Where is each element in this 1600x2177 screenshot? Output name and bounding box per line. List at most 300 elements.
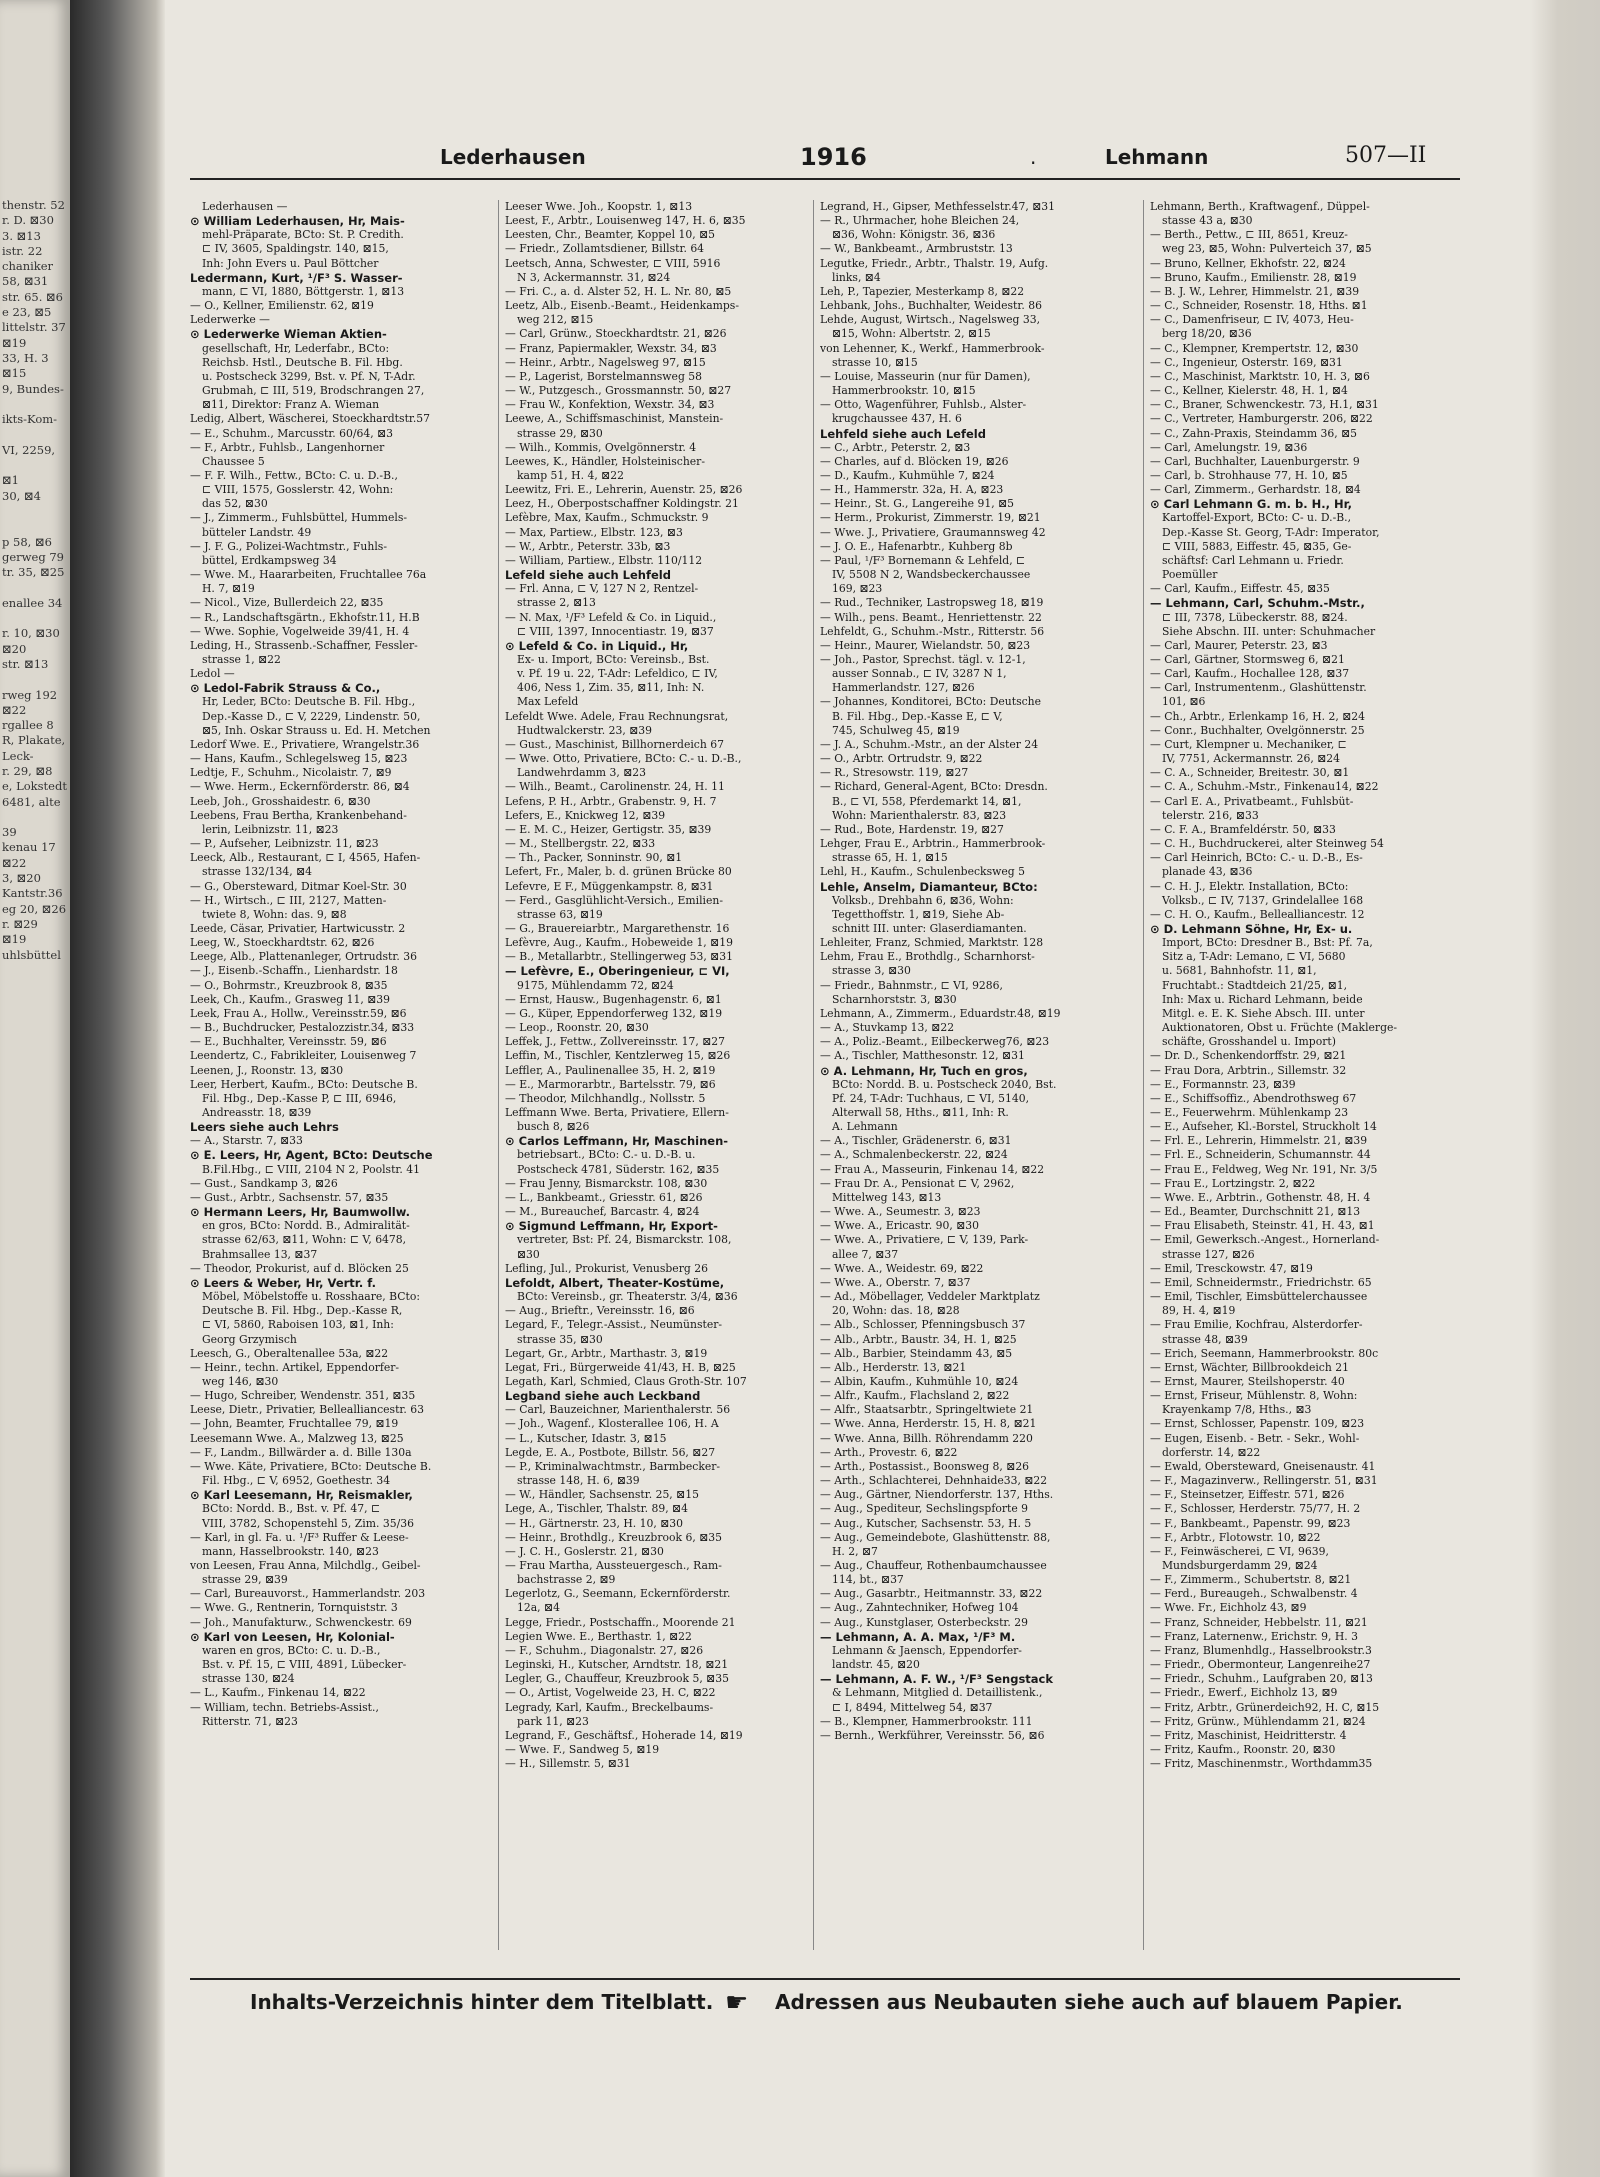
directory-entry: — Carl, Gärtner, Stormsweg 6, ⊠21 [1150, 653, 1345, 666]
directory-entry: — Arth., Schlachterei, Dehnhaide33, ⊠22 [820, 1474, 1048, 1488]
directory-entry: — E., Aufseher, Kl.-Borstel, Struckholt 14 [1150, 1120, 1377, 1134]
directory-entry: — Heinr., Maurer, Wielandstr. 50, ⊠23 [820, 638, 1031, 652]
directory-entry: — Aug., Brieftr., Vereinsstr. 16, ⊠6 [505, 1304, 695, 1318]
directory-entry: strasse 127, ⊠26 [1162, 1247, 1255, 1261]
directory-entry: stasse 43 a, ⊠30 [1162, 214, 1253, 228]
facing-page-fragment: p 58, ⊠6 [2, 534, 52, 549]
directory-entry: BCto: Nordd. B., Bst. v. Pf. 47, ⊏ [202, 1502, 381, 1516]
directory-entry: — Frau Emilie, Kochfrau, Alsterdorfer- [1150, 1318, 1363, 1332]
header-dot: . [1030, 145, 1037, 169]
directory-entry: Legrand, F., Geschäftsf., Hoherade 14, ⊠19 [505, 1728, 743, 1742]
directory-entry: — F., Arbtr., Fuhlsb., Langenhorner [190, 440, 385, 454]
directory-entry: — L., Bankbeamt., Griesstr. 61, ⊠26 [505, 1190, 703, 1204]
directory-entry: — F., Arbtr., Flotowstr. 10, ⊠22 [1150, 1530, 1321, 1544]
directory-entry: Möbel, Möbelstoffe u. Rosshaare, BCto: [202, 1290, 420, 1304]
directory-entry: — Emil, Schneidermstr., Friedrichstr. 65 [1150, 1275, 1372, 1289]
directory-entry: Leewitz, Fri. E., Lehrerin, Auenstr. 25, ⊠26 [505, 483, 743, 497]
directory-entry: — J., Eisenb.-Schaffn., Lienhardstr. 18 [190, 964, 398, 978]
directory-entry: — O., Kellner, Emilienstr. 62, ⊠19 [190, 299, 374, 313]
directory-entry: — Curt, Klempner u. Mechaniker, ⊏ [1150, 737, 1347, 751]
directory-entry: — H., Gärtnerstr. 23, H. 10, ⊠30 [505, 1516, 683, 1530]
directory-entry: — Ernst, Schlosser, Papenstr. 109, ⊠23 [1150, 1417, 1365, 1431]
directory-entry: ⊙ A. Lehmann, Hr, Tuch en gros, [820, 1063, 1028, 1078]
directory-entry: u. 5681, Bahnhofstr. 11, ⊠1, [1162, 964, 1317, 978]
directory-entry: Siehe Abschn. III. unter: Schuhmacher [1162, 624, 1376, 638]
directory-entry: Legler, G., Chauffeur, Kreuzbrook 5, ⊠35 [505, 1672, 729, 1686]
directory-entry: Leewe, A., Schiffsmaschinist, Manstein- [505, 412, 724, 426]
directory-entry: — Wwe. A., Weidestr. 69, ⊠22 [820, 1261, 984, 1275]
directory-entry: vertreter, Bst: Pf. 24, Bismarckstr. 108, [517, 1233, 732, 1247]
directory-entry: — H., Hammerstr. 32a, H. A, ⊠23 [820, 483, 1004, 497]
directory-entry: Lege, A., Tischler, Thalstr. 89, ⊠4 [505, 1502, 688, 1516]
facing-page-fragment: 39 [2, 825, 17, 840]
directory-entry: Bst. v. Pf. 15, ⊏ VIII, 4891, Lübecker- [202, 1658, 407, 1672]
facing-page-fragment: ⊠15 [2, 366, 27, 381]
directory-entry: — L., Kaufm., Finkenau 14, ⊠22 [190, 1686, 366, 1700]
directory-entry: Inh: John Evers u. Paul Böttcher [202, 256, 379, 270]
directory-entry: Poemüller [1162, 568, 1218, 582]
directory-entry: — Ernst, Maurer, Steilshoperstr. 40 [1150, 1374, 1345, 1388]
directory-entry: Hr, Leder, BCto: Deutsche B. Fil. Hbg., [202, 695, 416, 709]
directory-entry: — Fri. C., a. d. Alster 52, H. L. Nr. 80, ⊠5 [505, 284, 732, 298]
facing-page-fragment [2, 611, 70, 626]
directory-entry: Volksb., ⊏ IV, 7137, Grindelallee 168 [1162, 893, 1364, 907]
directory-entry: Lederhausen — [202, 200, 288, 213]
directory-entry: Lehmann & Jaensch, Eppendorfer- [832, 1643, 1022, 1657]
directory-entry: dorferstr. 14, ⊠22 [1162, 1445, 1261, 1459]
directory-entry: strasse 148, H. 6, ⊠39 [517, 1474, 640, 1488]
footer-index-note: Inhalts-Verzeichnis hinter dem Titelblatt. [250, 1990, 714, 2014]
directory-entry: strasse 1, ⊠22 [202, 653, 281, 666]
directory-entry: — William, techn. Betriebs-Assist., [190, 1700, 379, 1714]
directory-entry: Lehde, August, Wirtsch., Nagelsweg 33, [820, 313, 1041, 327]
facing-page-fragment: istr. 22 [2, 243, 43, 258]
directory-entry: — Wwe. Fr., Eichholz 43, ⊠9 [1150, 1601, 1307, 1615]
directory-entry: — Friedr., Schuhm., Laufgraben 20, ⊠13 [1150, 1672, 1373, 1686]
directory-entry: ⊠30 [517, 1247, 540, 1261]
directory-entry: — Friedr., Obermonteur, Langenreihe27 [1150, 1658, 1371, 1672]
facing-page-fragment: ikts-Kom- [2, 412, 58, 427]
directory-entry: H. 2, ⊠7 [832, 1544, 878, 1558]
directory-entry: schnitt III. unter: Glaserdiamanten. [832, 921, 1027, 935]
directory-entry: Mundsburgerdamm 29, ⊠24 [1162, 1559, 1318, 1572]
directory-entry: Postscheck 4781, Süderstr. 162, ⊠35 [517, 1162, 720, 1176]
directory-entry: — Wwe. Anna, Herderstr. 15, H. 8, ⊠21 [820, 1417, 1037, 1431]
directory-entry: Tegetthoffstr. 1, ⊠19, Siehe Ab- [832, 907, 1005, 921]
directory-entry: — Ch., Arbtr., Erlenkamp 16, H. 2, ⊠24 [1150, 709, 1366, 723]
directory-entry: — Carl, Maurer, Peterstr. 23, ⊠3 [1150, 638, 1328, 652]
facing-page-fragment [2, 519, 70, 534]
directory-entry: von Lehenner, K., Werkf., Hammerbrook- [820, 341, 1045, 355]
directory-entry: — Richard, General-Agent, BCto: Dresdn. [820, 780, 1048, 794]
directory-entry: busch 8, ⊠26 [517, 1120, 590, 1134]
directory-entry: — F., Zimmerm., Schubertstr. 8, ⊠21 [1150, 1573, 1352, 1587]
directory-entry: — C., Ingenieur, Osterstr. 169, ⊠31 [1150, 355, 1343, 369]
directory-entry: strasse 29, ⊠30 [517, 426, 603, 440]
directory-entry: — Frl. Anna, ⊏ V, 127 N 2, Rentzel- [505, 582, 699, 596]
directory-entry: ⊙ D. Lehmann Söhne, Hr, Ex- u. [1150, 921, 1353, 936]
directory-entry: — L., Kutscher, Idastr. 3, ⊠15 [505, 1431, 667, 1445]
facing-page-fragment [2, 504, 70, 519]
directory-entry: — C. F. A., Bramfeldérstr. 50, ⊠33 [1150, 822, 1336, 836]
directory-entry: — Heinr., St. G., Langereihe 91, ⊠5 [820, 497, 1015, 511]
directory-entry: Legge, Friedr., Postschaffn., Moorende 21 [505, 1615, 736, 1629]
directory-entry: — B., Klempner, Hammerbrookstr. 111 [820, 1714, 1033, 1728]
directory-entry: Brahmsallee 13, ⊠37 [202, 1247, 318, 1261]
directory-entry: — Ernst, Hausw., Bugenhagenstr. 6, ⊠1 [505, 992, 722, 1006]
directory-entry: schäftsf: Carl Lehmann u. Friedr. [1162, 553, 1344, 567]
directory-entry: — C., Kellner, Kielerstr. 48, H. 1, ⊠4 [1150, 384, 1348, 398]
directory-entry: — E., Schiffsoffiz., Abendrothsweg 67 [1150, 1091, 1357, 1105]
directory-entry: — Lehmann, A. F. W., ¹/F³ Sengstack [820, 1672, 1054, 1687]
directory-entry: ⊙ Lefeld & Co. in Liquid., Hr, [505, 638, 689, 653]
directory-entry: — Joh., Pastor, Sprechst. tägl. v. 12-1, [820, 653, 1026, 666]
directory-entry: — A., Starstr. 7, ⊠33 [190, 1134, 303, 1148]
directory-entry: Lehmann, Berth., Kraftwagenf., Düppel- [1150, 200, 1370, 213]
directory-entry: Legat, Fri., Bürgerweide 41/43, H. B, ⊠25 [505, 1360, 736, 1374]
directory-entry: — Franz, Blumenhdlg., Hasselbrookstr.3 [1150, 1643, 1372, 1657]
directory-entry: — C., Klempner, Krempertstr. 12, ⊠30 [1150, 341, 1359, 355]
directory-entry: Leege, Alb., Plattenanleger, Ortrudstr. 36 [190, 950, 417, 964]
directory-entry: — Rud., Bote, Hardenstr. 19, ⊠27 [820, 822, 1004, 836]
facing-page-fragment: R, Plakate, [2, 733, 66, 748]
directory-entry: — G., Obersteward, Ditmar Koel-Str. 30 [190, 879, 407, 893]
directory-entry: — Ernst, Wächter, Billbrookdeich 21 [1150, 1360, 1349, 1374]
directory-entry: IV, 5508 N 2, Wandsbeckerchaussee [832, 568, 1031, 582]
facing-page-fragment: ⊠20 [2, 641, 27, 656]
directory-entry: Max Lefeld [517, 695, 579, 709]
directory-entry: Mittelweg 143, ⊠13 [832, 1190, 942, 1204]
directory-entry: das 52, ⊠30 [202, 497, 268, 511]
directory-entry: ⊙ Karl von Leesen, Hr, Kolonial- [190, 1629, 395, 1644]
directory-entry: — Lehmann, A. A. Max, ¹/F³ M. [820, 1629, 1016, 1644]
directory-entry: ⊏ VIII, 1575, Gosslerstr. 42, Wohn: [202, 483, 394, 497]
facing-page-fragment: rweg 192 [2, 687, 58, 702]
directory-entry: Leh, P., Tapezier, Mesterkamp 8, ⊠22 [820, 284, 1025, 298]
directory-entry: ⊏ VIII, 1397, Innocentiastr. 19, ⊠37 [517, 624, 714, 638]
directory-entry: Grubmah, ⊏ III, 519, Brodschrangen 27, [202, 384, 425, 398]
directory-entry: Pf. 24, T-Adr: Tuchhaus, ⊏ VI, 5140, [832, 1091, 1030, 1105]
directory-entry: Fil. Hbg., ⊏ V, 6952, Goethestr. 34 [202, 1474, 391, 1488]
directory-entry: — C. H. J., Elektr. Installation, BCto: [1150, 879, 1349, 893]
directory-entry: — Franz, Papiermakler, Wexstr. 34, ⊠3 [505, 341, 717, 355]
facing-page-fragment: ⊠1 [2, 473, 19, 488]
facing-page-fragment [2, 458, 70, 473]
page-footer [190, 1990, 1460, 2030]
directory-entry: ausser Sonnab., ⊏ IV, 3287 N 1, [832, 667, 1007, 681]
directory-entry: — Alb., Herderstr. 13, ⊠21 [820, 1360, 967, 1374]
facing-page-fragment: kenau 17 [2, 840, 56, 855]
directory-entry: strasse 10, ⊠15 [832, 355, 918, 369]
directory-entry: 114, bt., ⊠37 [832, 1573, 904, 1587]
directory-entry: — Aug., Kunstglaser, Osterbeckstr. 29 [820, 1615, 1029, 1629]
directory-entry: BCto: Nordd. B. u. Postscheck 2040, Bst. [832, 1077, 1057, 1091]
directory-entry: — Bernh., Werkführer, Vereinsstr. 56, ⊠6 [820, 1728, 1045, 1742]
directory-entry: — Berth., Pettw., ⊏ III, 8651, Kreuz- [1150, 228, 1348, 242]
directory-entry: — Hugo, Schreiber, Wendenstr. 351, ⊠35 [190, 1389, 416, 1403]
directory-entry: ⊏ IV, 3605, Spaldingstr. 140, ⊠15, [202, 242, 389, 256]
directory-entry: — C., Schneider, Rosenstr. 18, Hths. ⊠1 [1150, 299, 1368, 313]
facing-page-fragment: 3. ⊠13 [2, 228, 41, 243]
directory-entry: 169, ⊠23 [832, 582, 883, 596]
directory-entry: ⊙ E. Leers, Hr, Agent, BCto: Deutsche [190, 1148, 433, 1163]
directory-entry: — Th., Packer, Sonninstr. 90, ⊠1 [505, 851, 683, 865]
directory-entry: Ledermann, Kurt, ¹/F³ S. Wasser- [190, 270, 403, 285]
directory-entry: büttel, Erdkampsweg 34 [202, 553, 337, 567]
directory-entry: Leffler, A., Paulinenallee 35, H. 2, ⊠19 [505, 1063, 716, 1077]
directory-entry: Leebens, Frau Bertha, Krankenbehand- [190, 808, 407, 822]
directory-entry: 9175, Mühlendamm 72, ⊠24 [517, 978, 674, 992]
directory-entry: Lehfeldt, G., Schuhm.-Mstr., Ritterstr. 56 [820, 624, 1045, 638]
facing-page-fragment: ⊠19 [2, 932, 27, 947]
directory-entry: u. Postscheck 3299, Bst. v. Pf. N, T-Adr. [202, 369, 416, 383]
directory-entry: — Johannes, Konditorei, BCto: Deutsche [820, 695, 1042, 709]
directory-entry: — F., Steinsetzer, Eiffestr. 571, ⊠26 [1150, 1488, 1345, 1502]
directory-entry: — J. C. H., Goslerstr. 21, ⊠30 [505, 1544, 664, 1558]
pointing-hand-icon: ☛ [725, 1988, 749, 2018]
directory-entry: Chaussee 5 [202, 454, 265, 468]
directory-entry: — Lefèvre, E., Oberingenieur, ⊏ VI, [505, 964, 730, 979]
directory-entry: — Wwe. Käte, Privatiere, BCto: Deutsche B. [190, 1459, 432, 1473]
directory-entry: Wohn: Marienthalerstr. 83, ⊠23 [832, 808, 1007, 822]
directory-entry: Leers siehe auch Lehrs [190, 1120, 339, 1135]
directory-entry: ⊙ Ledol-Fabrik Strauss & Co., [190, 681, 381, 696]
directory-entry: — C., Vertreter, Hamburgerstr. 206, ⊠22 [1150, 412, 1373, 426]
directory-entry: — J. F. G., Polizei-Wachtmstr., Fuhls- [190, 539, 387, 553]
facing-page-fragment: eg 20, ⊠26 [2, 901, 67, 916]
directory-entry: — Wwe. M., Haararbeiten, Fruchtallee 76a [190, 568, 427, 582]
directory-entry: Lehfeld siehe auch Lefeld [820, 426, 986, 441]
directory-entry: — M., Stellbergstr. 22, ⊠33 [505, 837, 656, 851]
directory-entry: — Carl Heinrich, BCto: C.- u. D.-B., Es- [1150, 851, 1363, 865]
page-number: 507—II [1345, 143, 1427, 168]
directory-entry: ⊏ VI, 5860, Raboisen 103, ⊠1, Inh: [202, 1318, 394, 1332]
directory-entry: ⊙ William Lederhausen, Hr, Mais- [190, 214, 405, 229]
directory-entry: Ritterstr. 71, ⊠23 [202, 1714, 298, 1728]
directory-entry: Legart, Gr., Arbtr., Marthastr. 3, ⊠19 [505, 1346, 708, 1360]
directory-entry: — Eugen, Eisenb. - Betr. - Sekr., Wohl- [1150, 1431, 1360, 1445]
facing-page-fragment: 6481, alte [2, 794, 61, 809]
column-divider [498, 200, 499, 1950]
directory-entry: Krayenkamp 7/8, Hths., ⊠3 [1162, 1403, 1312, 1417]
directory-entry: — Aug., Zahntechniker, Hofweg 104 [820, 1601, 1019, 1615]
facing-page-fragment: e 23, ⊠5 [2, 305, 52, 320]
directory-entry: lerin, Leibnizstr. 11, ⊠23 [202, 822, 339, 836]
directory-entry: Lehmann, A., Zimmerm., Eduardstr.48, ⊠19 [820, 1006, 1061, 1020]
facing-page-fragment: str. 65. ⊠6 [2, 289, 63, 304]
directory-entry: ⊏ III, 7378, Lübeckerstr. 88, ⊠24. [1162, 610, 1348, 624]
directory-entry: — Ad., Möbellager, Veddeler Marktplatz [820, 1290, 1040, 1304]
directory-entry: waren en gros, BCto: C. u. D.-B., [202, 1643, 381, 1657]
directory-entry: — Wwe. A., Seumestr. 3, ⊠23 [820, 1205, 981, 1219]
directory-column-4 [1150, 200, 1445, 1950]
directory-entry: Leeck, Alb., Restaurant, ⊏ I, 4565, Hafen- [190, 851, 421, 865]
directory-entry: Leesemann Wwe. A., Malzweg 13, ⊠25 [190, 1431, 404, 1445]
directory-entry: — C., Zahn-Praxis, Steindamm 36, ⊠5 [1150, 426, 1358, 440]
book-gutter [70, 0, 165, 2177]
directory-entry: VIII, 3782, Schopenstehl 5, Zim. 35/36 [202, 1516, 414, 1530]
facing-page-fragment: ⊠19 [2, 335, 27, 350]
directory-entry: — O., Bohrmstr., Kreuzbrook 8, ⊠35 [190, 978, 388, 992]
page-edge-shadow [1530, 0, 1600, 2177]
directory-entry: — H., Wirtsch., ⊏ III, 2127, Matten- [190, 893, 387, 907]
directory-entry: Leek, Frau A., Hollw., Vereinsstr.59, ⊠6 [190, 1006, 407, 1020]
directory-entry: berg 18/20, ⊠36 [1162, 327, 1252, 341]
directory-entry: — Theodor, Prokurist, auf d. Blöcken 25 [190, 1261, 409, 1275]
column-divider [813, 200, 814, 1950]
directory-entry: Leesch, G., Oberaltenallee 53a, ⊠22 [190, 1346, 389, 1360]
directory-entry: — Friedr., Zollamtsdiener, Billstr. 64 [505, 242, 705, 256]
directory-entry: strasse 130, ⊠24 [202, 1672, 295, 1686]
directory-entry: Lefens, P. H., Arbtr., Grabenstr. 9, H. 7 [505, 794, 717, 808]
directory-entry: Ledtje, F., Schuhm., Nicolaistr. 7, ⊠9 [190, 766, 392, 780]
directory-entry: — Bruno, Kaufm., Emilienstr. 28, ⊠19 [1150, 270, 1357, 284]
directory-entry: — M., Bureauchef, Barcastr. 4, ⊠24 [505, 1205, 700, 1219]
directory-entry: — Aug., Kutscher, Sachsenstr. 53, H. 5 [820, 1516, 1032, 1530]
directory-entry: Landwehrdamm 3, ⊠23 [517, 766, 646, 780]
directory-entry: — Aug., Gärtner, Niendorferstr. 137, Hths. [820, 1488, 1054, 1502]
directory-entry: — F., Schlosser, Herderstr. 75/77, H. 2 [1150, 1502, 1361, 1516]
directory-entry: — C. H., Buchdruckerei, alter Steinweg 54 [1150, 837, 1384, 851]
directory-entry: Leffek, J., Fettw., Zollvereinsstr. 17, ⊠27 [505, 1035, 726, 1049]
directory-entry: — B., Buchdrucker, Pestalozzistr.34, ⊠33 [190, 1021, 415, 1035]
directory-entry: — E., Buchhalter, Vereinsstr. 59, ⊠6 [190, 1035, 387, 1049]
facing-page-fragment: 33, H. 3 [2, 350, 49, 365]
directory-entry: — E., Schuhm., Marcusstr. 60/64, ⊠3 [190, 426, 394, 440]
directory-entry: B.Fil.Hbg., ⊏ VIII, 2104 N 2, Poolstr. 41 [202, 1162, 421, 1176]
directory-entry: en gros, BCto: Nordd. B., Admiralität- [202, 1219, 410, 1233]
directory-entry: — Ferd., Gasglühlicht-Versich., Emilien- [505, 893, 723, 907]
directory-entry: Leeser Wwe. Joh., Koopstr. 1, ⊠13 [505, 200, 693, 213]
directory-entry: — Arth., Provestr. 6, ⊠22 [820, 1445, 958, 1459]
directory-entry: Leeb, Joh., Grosshaidestr. 6, ⊠30 [190, 794, 371, 808]
facing-page-fragment: rgallee 8 [2, 718, 54, 733]
directory-entry: ⊠11, Direktor: Franz A. Wieman [202, 398, 380, 412]
directory-entry: — Wwe. A., Ericastr. 90, ⊠30 [820, 1219, 980, 1233]
directory-entry: Lefert, Fr., Maler, b. d. grünen Brücke 80 [505, 865, 732, 879]
directory-entry: — Carl E. A., Privatbeamt., Fuhlsbüt- [1150, 794, 1354, 808]
directory-entry: Legath, Karl, Schmied, Claus Groth-Str. 107 [505, 1374, 747, 1388]
directory-entry: — P., Kriminalwachtmstr., Barmbecker- [505, 1459, 721, 1473]
directory-entry: ⊠5, Inh. Oskar Strauss u. Ed. H. Metchen [202, 723, 431, 737]
directory-entry: twiete 8, Wohn: das. 9, ⊠8 [202, 907, 347, 921]
facing-page-fragment [2, 397, 70, 412]
directory-entry: H. 7, ⊠19 [202, 582, 255, 596]
directory-entry: Lefers, E., Knickweg 12, ⊠39 [505, 808, 666, 822]
directory-entry: — C., Braner, Schwenckestr. 73, H.1, ⊠31 [1150, 398, 1379, 412]
footer-new-buildings-note: Adressen aus Neubauten siehe auch auf blauem Papier. [775, 1990, 1403, 2014]
directory-entry: — Frau W., Konfektion, Wexstr. 34, ⊠3 [505, 398, 715, 412]
directory-entry: — Erich, Seemann, Hammerbrookstr. 80c [1150, 1346, 1379, 1360]
directory-entry: betriebsart., BCto: C.- u. D.-B. u. [517, 1148, 696, 1162]
directory-entry: Leewes, K., Händler, Holsteinischer- [505, 454, 705, 468]
facing-page-fragment [2, 580, 70, 595]
directory-entry: Georg Grzymisch [202, 1332, 297, 1346]
facing-page-fragment [2, 672, 70, 687]
directory-entry: Leginski, H., Kutscher, Arndtstr. 18, ⊠21 [505, 1658, 729, 1672]
directory-entry: — Hans, Kaufm., Schlegelsweg 15, ⊠23 [190, 752, 408, 766]
directory-entry: A. Lehmann [832, 1120, 898, 1134]
directory-entry: N 3, Ackermannstr. 31, ⊠24 [517, 270, 671, 284]
directory-entry: — Wwe. A., Oberstr. 7, ⊠37 [820, 1275, 971, 1289]
directory-entry: — Wwe. A., Privatiere, ⊏ V, 139, Park- [820, 1233, 1029, 1247]
directory-entry: Alterwall 58, Hths., ⊠11, Inh: R. [832, 1106, 1009, 1119]
directory-entry: — G., Küper, Eppendorferweg 132, ⊠19 [505, 1006, 723, 1020]
facing-page-fragment: 3, ⊠20 [2, 871, 41, 886]
directory-entry: Lefèbre, Max, Kaufm., Schmuckstr. 9 [505, 511, 709, 525]
directory-entry: strasse 63, ⊠19 [517, 907, 603, 921]
directory-entry: Import, BCto: Dresdner B., Bst: Pf. 7a, [1162, 936, 1373, 950]
directory-entry: — John, Beamter, Fruchtallee 79, ⊠19 [190, 1417, 399, 1431]
directory-entry: Leetz, Alb., Eisenb.-Beamt., Heidenkamps- [505, 299, 739, 313]
directory-entry: 20, Wohn: das. 18, ⊠28 [832, 1304, 960, 1318]
directory-entry: Leez, H., Oberpostschaffner Koldingstr. 21 [505, 497, 739, 511]
facing-page-fragment: littelstr. 37 [2, 320, 66, 335]
directory-entry: ⊙ Carl Lehmann G. m. b. H., Hr, [1150, 497, 1353, 512]
directory-entry: Lefevre, E F., Müggenkampstr. 8, ⊠31 [505, 879, 714, 893]
facing-page-fragment: VI, 2259, [2, 442, 56, 457]
directory-entry: — A., Schmalenbeckerstr. 22, ⊠24 [820, 1148, 1008, 1162]
facing-page-text [0, 0, 70, 963]
facing-page-fragment: r. D. ⊠30 [2, 213, 54, 228]
directory-entry: Lehbank, Johs., Buchhalter, Weidestr. 86 [820, 299, 1042, 313]
directory-entry: mehl-Präparate, BCto: St. P. Credith. [202, 228, 404, 242]
directory-column-3 [820, 200, 1115, 1950]
directory-column-2 [505, 200, 800, 1950]
directory-entry: — N. Max, ¹/F³ Lefeld & Co. in Liquid., [505, 610, 717, 624]
directory-entry: — Aug., Spediteur, Sechslingspforte 9 [820, 1502, 1029, 1516]
facing-page-fragment: uhlsbüttel [2, 947, 61, 962]
directory-entry: — Carl, Buchhalter, Lauenburgerstr. 9 [1150, 454, 1360, 468]
directory-entry: — Wwe. Otto, Privatiere, BCto: C.- u. D.-B., [505, 752, 742, 766]
directory-entry: landstr. 45, ⊠20 [832, 1658, 920, 1672]
directory-entry: — Rud., Techniker, Lastropsweg 18, ⊠19 [820, 596, 1044, 610]
directory-entry: strasse 29, ⊠39 [202, 1573, 288, 1587]
directory-entry: — F., Bankbeamt., Papenstr. 99, ⊠23 [1150, 1516, 1351, 1530]
directory-entry: ⊙ Hermann Leers, Hr, Baumwollw. [190, 1205, 411, 1220]
directory-entry: Legde, E. A., Postbote, Billstr. 56, ⊠27 [505, 1445, 716, 1459]
directory-entry: — Frau Martha, Aussteuergesch., Ram- [505, 1559, 722, 1572]
directory-entry: — P., Lagerist, Borstelmannsweg 58 [505, 369, 703, 383]
directory-entry: — Friedr., Ewerf., Eichholz 13, ⊠9 [1150, 1686, 1338, 1700]
directory-entry: strasse 65, H. 1, ⊠15 [832, 851, 948, 865]
directory-entry: 101, ⊠6 [1162, 695, 1206, 709]
directory-entry: 745, Schulweg 45, ⊠19 [832, 723, 960, 737]
directory-entry: B. Fil. Hbg., Dep.-Kasse E, ⊏ V, [832, 709, 1003, 723]
directory-entry: — Carl, Bauzeichner, Marienthalerstr. 56 [505, 1403, 731, 1417]
directory-entry: — A., Tischler, Matthesonstr. 12, ⊠31 [820, 1049, 1025, 1063]
directory-entry: — Frau E., Lortzingstr. 2, ⊠22 [1150, 1176, 1316, 1190]
directory-entry: Lehl, H., Kaufm., Schulenbecksweg 5 [820, 865, 1025, 879]
directory-entry: Lehle, Anselm, Diamanteur, BCto: [820, 879, 1038, 894]
directory-entry: — Wwe. F., Sandweg 5, ⊠19 [505, 1743, 660, 1757]
directory-entry: — Carl, Kaufm., Hochallee 128, ⊠37 [1150, 667, 1350, 681]
directory-entry: kamp 51, H. 4, ⊠22 [517, 468, 624, 482]
directory-entry: — Fritz, Arbtr., Grünerdeich92, H. C, ⊠15 [1150, 1700, 1380, 1714]
directory-entry: — W., Bankbeamt., Armbruststr. 13 [820, 242, 1013, 256]
directory-entry: — Wwe. Sophie, Vogelweide 39/41, H. 4 [190, 624, 410, 638]
directory-entry: — R., Uhrmacher, hohe Bleichen 24, [820, 214, 1020, 228]
directory-entry: — F., Feinwäscherei, ⊏ VI, 9639, [1150, 1544, 1329, 1558]
directory-entry: — Paul, ¹/F³ Bornemann & Lehfeld, ⊏ [820, 553, 1026, 567]
directory-entry: — E., Feuerwehrm. Mühlenkamp 23 [1150, 1106, 1349, 1119]
directory-entry: — D., Kaufm., Kuhmühle 7, ⊠24 [820, 468, 995, 482]
directory-entry: — Fritz, Grünw., Mühlendamm 21, ⊠24 [1150, 1714, 1366, 1728]
directory-entry: strasse 132/134, ⊠4 [202, 865, 313, 879]
facing-page-fragment: 9, Bundes- [2, 381, 64, 396]
directory-entry: Dep.-Kasse D., ⊏ V, 2229, Lindenstr. 50, [202, 709, 421, 723]
directory-entry: — P., Aufseher, Leibnizstr. 11, ⊠23 [190, 837, 379, 851]
